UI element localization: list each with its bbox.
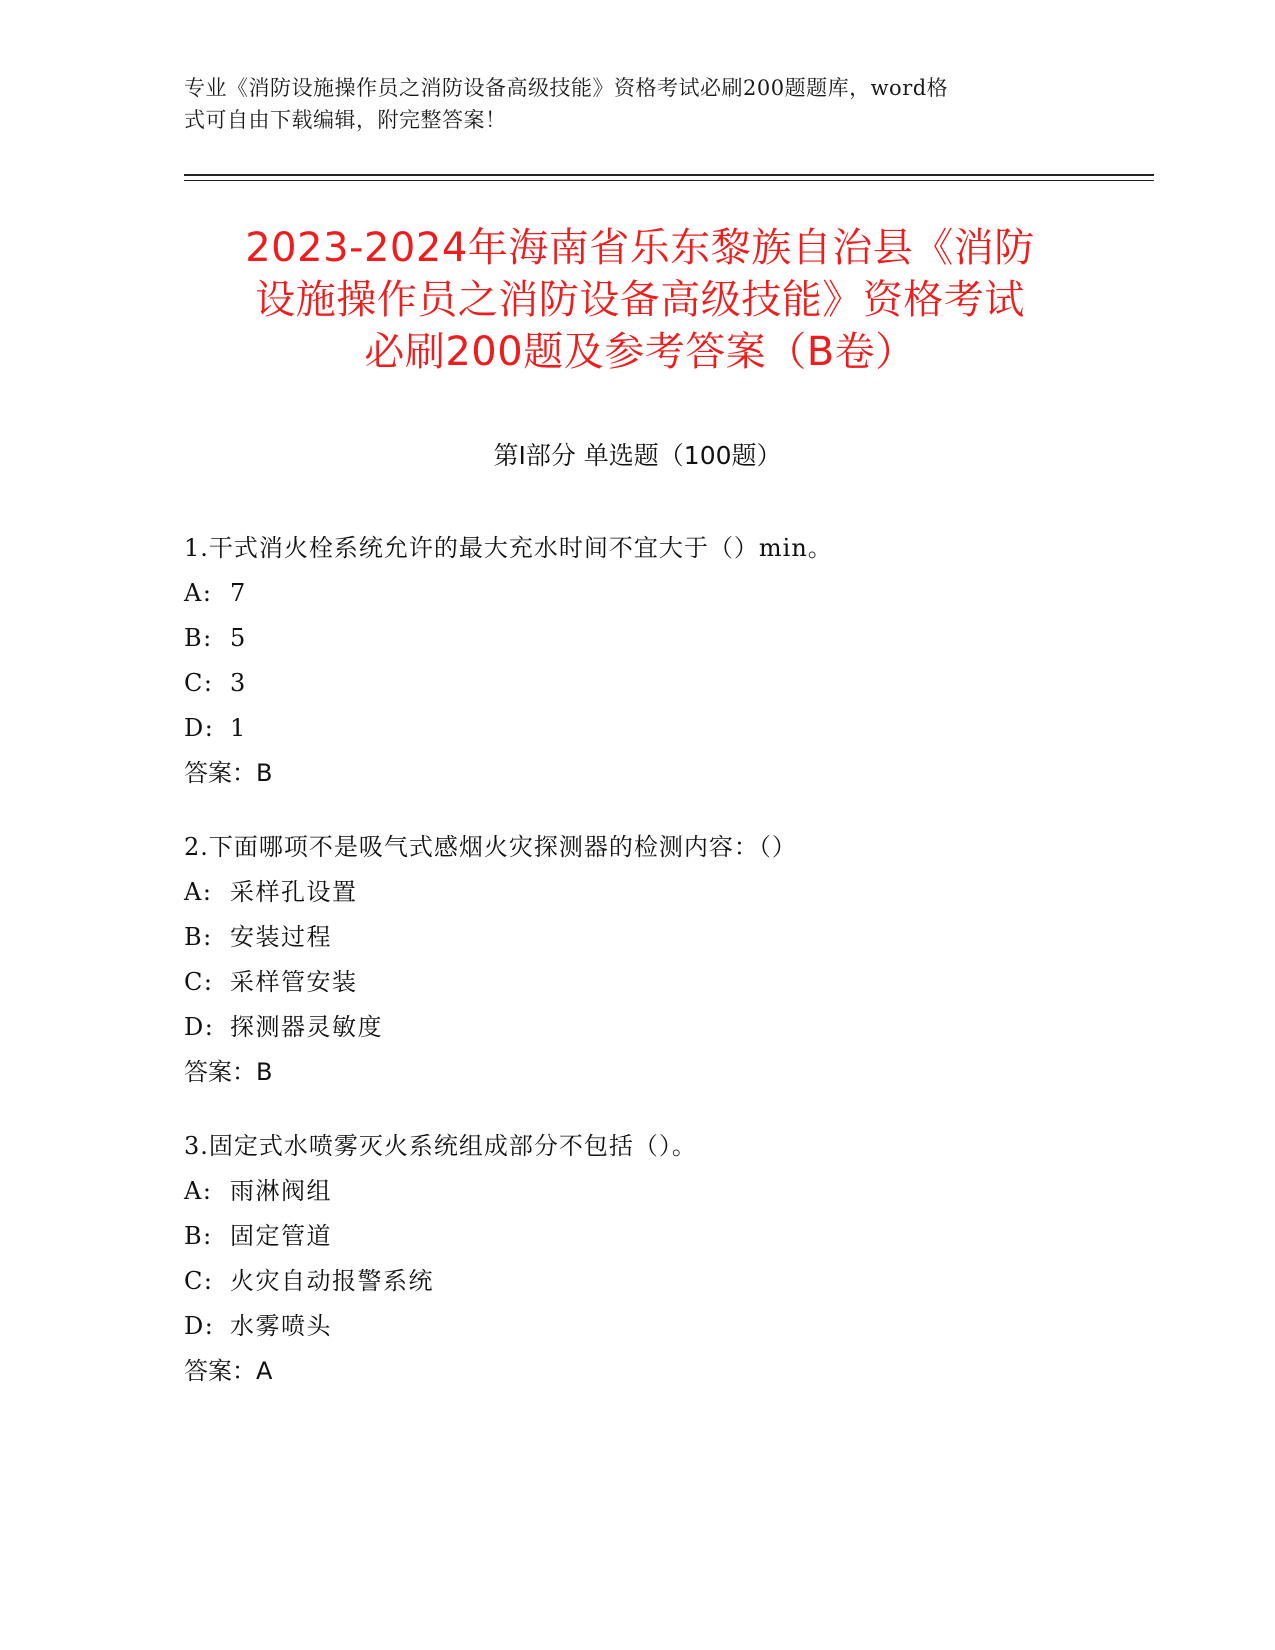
- option-text: 5: [230, 624, 247, 652]
- option-c: [184, 1254, 1144, 1299]
- option-key: C:: [184, 1267, 214, 1295]
- question-stem: 1.干式消火栓系统允许的最大充水时间不宜大于（）min。: [184, 534, 833, 562]
- header-note-line: 专业《消防设施操作员之消防设备高级技能》资格考试必刷200题题库，word格: [184, 76, 949, 100]
- option-c: [184, 656, 1144, 701]
- option-text: 水雾喷头: [230, 1312, 332, 1340]
- option-text: 采样孔设置: [230, 878, 358, 906]
- question-item: [184, 530, 1144, 791]
- option-text: 采样管安装: [230, 968, 358, 996]
- option-a: [184, 865, 1144, 910]
- option-text: 固定管道: [230, 1222, 332, 1250]
- option-key: A:: [184, 579, 213, 607]
- option-key: B:: [184, 923, 213, 951]
- option-b: [184, 1209, 1144, 1254]
- option-key: A:: [184, 1177, 213, 1205]
- header-divider-thin: [184, 180, 1154, 181]
- option-text: 安装过程: [230, 923, 332, 951]
- answer-line: 答案：B: [184, 759, 273, 787]
- option-key: A:: [184, 878, 213, 906]
- document-title: [160, 222, 1120, 378]
- option-key: D:: [184, 714, 215, 742]
- option-text: 3: [230, 669, 247, 697]
- option-d: [184, 1299, 1144, 1344]
- header-divider-thick: [184, 174, 1154, 176]
- option-b: [184, 910, 1144, 955]
- option-a: [184, 1164, 1144, 1209]
- option-key: C:: [184, 968, 214, 996]
- option-key: D:: [184, 1312, 215, 1340]
- option-text: 探测器灵敏度: [230, 1013, 383, 1041]
- question-stem: 2.下面哪项不是吸气式感烟火灾探测器的检测内容：（）: [184, 833, 797, 861]
- title-line: 必刷200题及参考答案（B卷）: [364, 329, 916, 375]
- option-a: [184, 566, 1144, 611]
- option-key: B:: [184, 624, 213, 652]
- option-b: [184, 611, 1144, 656]
- option-key: C:: [184, 669, 214, 697]
- option-key: B:: [184, 1222, 213, 1250]
- header-note: [184, 72, 1084, 136]
- option-text: 7: [230, 579, 247, 607]
- answer-line: 答案：B: [184, 1058, 273, 1086]
- question-list: [184, 530, 1144, 1427]
- answer-line: 答案：A: [184, 1357, 273, 1385]
- option-text: 1: [230, 714, 247, 742]
- option-d: [184, 701, 1144, 746]
- option-d: [184, 1000, 1144, 1045]
- title-line: 设施操作员之消防设备高级技能》资格考试: [255, 277, 1025, 323]
- title-line: 2023-2024年海南省乐东黎族自治县《消防: [245, 225, 1035, 271]
- option-key: D:: [184, 1013, 215, 1041]
- header-note-line: 式可自由下载编辑，附完整答案！: [184, 108, 507, 132]
- question-item: [184, 829, 1144, 1090]
- question-item: [184, 1128, 1144, 1389]
- option-text: 雨淋阀组: [230, 1177, 332, 1205]
- question-stem: 3.固定式水喷雾灭火系统组成部分不包括（）。: [184, 1132, 697, 1160]
- option-c: [184, 955, 1144, 1000]
- section-heading: 第Ⅰ部分 单选题（100题）: [493, 441, 782, 470]
- option-text: 火灾自动报警系统: [230, 1267, 434, 1295]
